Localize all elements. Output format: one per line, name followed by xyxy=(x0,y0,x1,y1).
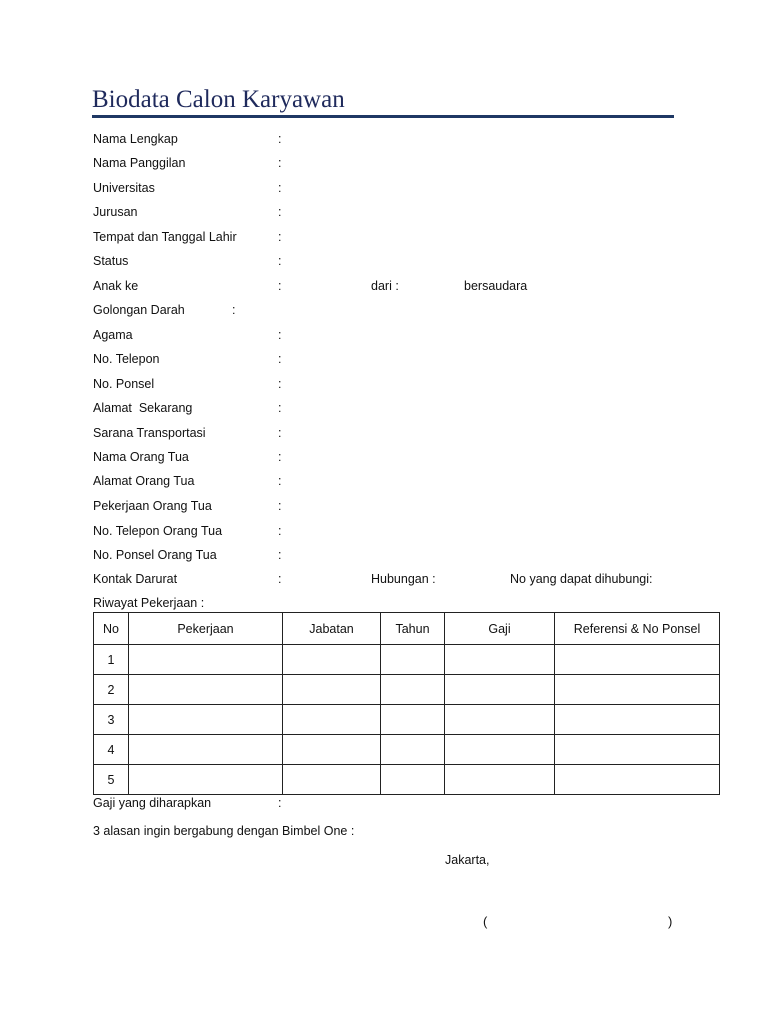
table-row xyxy=(94,765,720,795)
cell-referensi[interactable] xyxy=(555,735,720,765)
row-number: 4 xyxy=(94,735,129,765)
table-header-row xyxy=(94,613,720,645)
row-number: 5 xyxy=(94,765,129,795)
field-label-no-dihubungi: No yang dapat dihubungi: xyxy=(510,572,653,586)
field-colon: : xyxy=(278,352,282,366)
field-colon: : xyxy=(278,254,282,268)
cell-gaji[interactable] xyxy=(445,765,555,795)
cell-referensi[interactable] xyxy=(555,645,720,675)
header-tahun: Tahun xyxy=(381,613,445,645)
header-jabatan: Jabatan xyxy=(283,613,381,645)
table-row xyxy=(94,705,720,735)
cell-pekerjaan[interactable] xyxy=(129,735,283,765)
field-colon: : xyxy=(278,401,282,415)
cell-pekerjaan[interactable] xyxy=(129,675,283,705)
field-label-dari: dari : xyxy=(371,279,399,293)
field-colon: : xyxy=(278,426,282,440)
field-colon: : xyxy=(278,499,282,513)
cell-referensi[interactable] xyxy=(555,675,720,705)
reasons-label: 3 alasan ingin bergabung dengan Bimbel One : xyxy=(93,824,355,838)
header-gaji: Gaji xyxy=(445,613,555,645)
cell-referensi[interactable] xyxy=(555,705,720,735)
cell-gaji[interactable] xyxy=(445,705,555,735)
cell-tahun[interactable] xyxy=(381,705,445,735)
field-label-status: Status xyxy=(93,254,129,268)
field-colon: : xyxy=(278,230,282,244)
cell-jabatan[interactable] xyxy=(283,645,381,675)
expected-salary-label: Gaji yang diharapkan xyxy=(93,796,212,810)
cell-gaji[interactable] xyxy=(445,675,555,705)
field-label-agama: Agama xyxy=(93,328,133,342)
field-label-nama-panggilan: Nama Panggilan xyxy=(93,156,186,170)
cell-pekerjaan[interactable] xyxy=(129,705,283,735)
signature-close-paren: ) xyxy=(668,914,673,929)
field-colon: : xyxy=(278,181,282,195)
field-label-alamat-sekarang: Alamat Sekarang xyxy=(93,401,193,415)
field-colon: : xyxy=(278,548,282,562)
field-label-no-ponsel-orang-tua: No. Ponsel Orang Tua xyxy=(93,548,217,562)
field-colon: : xyxy=(232,303,236,317)
field-label-kontak-darurat: Kontak Darurat xyxy=(93,572,178,586)
table-row xyxy=(94,735,720,765)
field-label-bersaudara: bersaudara xyxy=(464,279,528,293)
field-colon: : xyxy=(278,328,282,342)
table-row xyxy=(94,645,720,675)
field-label-alamat-orang-tua: Alamat Orang Tua xyxy=(93,474,195,488)
field-label-pekerjaan-orang-tua: Pekerjaan Orang Tua xyxy=(93,499,212,513)
field-label-nama-lengkap: Nama Lengkap xyxy=(93,132,178,146)
cell-tahun[interactable] xyxy=(381,675,445,705)
field-colon: : xyxy=(278,450,282,464)
cell-pekerjaan[interactable] xyxy=(129,645,283,675)
field-colon: : xyxy=(278,474,282,488)
field-colon: : xyxy=(278,796,282,810)
document-title: Biodata Calon Karyawan xyxy=(92,86,345,113)
work-history-table xyxy=(93,612,720,795)
place-date-label: Jakarta, xyxy=(445,853,490,867)
cell-referensi[interactable] xyxy=(555,765,720,795)
field-colon: : xyxy=(278,156,282,170)
signature-open-paren: ( xyxy=(483,914,488,929)
field-label-nama-orang-tua: Nama Orang Tua xyxy=(93,450,189,464)
field-label-hubungan: Hubungan : xyxy=(371,572,436,586)
cell-gaji[interactable] xyxy=(445,735,555,765)
field-colon: : xyxy=(278,377,282,391)
cell-pekerjaan[interactable] xyxy=(129,765,283,795)
field-label-golongan-darah: Golongan Darah xyxy=(93,303,185,317)
row-number: 2 xyxy=(94,675,129,705)
row-number: 1 xyxy=(94,645,129,675)
cell-tahun[interactable] xyxy=(381,645,445,675)
field-label-sarana-transportasi: Sarana Transportasi xyxy=(93,426,206,440)
cell-tahun[interactable] xyxy=(381,735,445,765)
field-label-no-telepon: No. Telepon xyxy=(93,352,160,366)
field-label-no-ponsel: No. Ponsel xyxy=(93,377,155,391)
header-pekerjaan: Pekerjaan xyxy=(129,613,283,645)
header-referensi: Referensi & No Ponsel xyxy=(555,613,720,645)
cell-jabatan[interactable] xyxy=(283,765,381,795)
header-no: No xyxy=(94,613,129,645)
field-colon: : xyxy=(278,132,282,146)
work-history-label: Riwayat Pekerjaan : xyxy=(93,596,205,610)
table-row xyxy=(94,675,720,705)
row-number: 3 xyxy=(94,705,129,735)
field-label-universitas: Universitas xyxy=(93,181,155,195)
field-colon: : xyxy=(278,279,282,293)
field-colon: : xyxy=(278,524,282,538)
field-colon: : xyxy=(278,205,282,219)
cell-jabatan[interactable] xyxy=(283,735,381,765)
field-colon: : xyxy=(278,572,282,586)
field-label-anak-ke: Anak ke xyxy=(93,279,139,293)
field-label-jurusan: Jurusan xyxy=(93,205,138,219)
cell-tahun[interactable] xyxy=(381,765,445,795)
cell-jabatan[interactable] xyxy=(283,705,381,735)
field-label-tempat-tanggal-lahir: Tempat dan Tanggal Lahir xyxy=(93,230,237,244)
cell-gaji[interactable] xyxy=(445,645,555,675)
cell-jabatan[interactable] xyxy=(283,675,381,705)
field-label-no-telepon-orang-tua: No. Telepon Orang Tua xyxy=(93,524,223,538)
title-underline xyxy=(92,115,674,118)
